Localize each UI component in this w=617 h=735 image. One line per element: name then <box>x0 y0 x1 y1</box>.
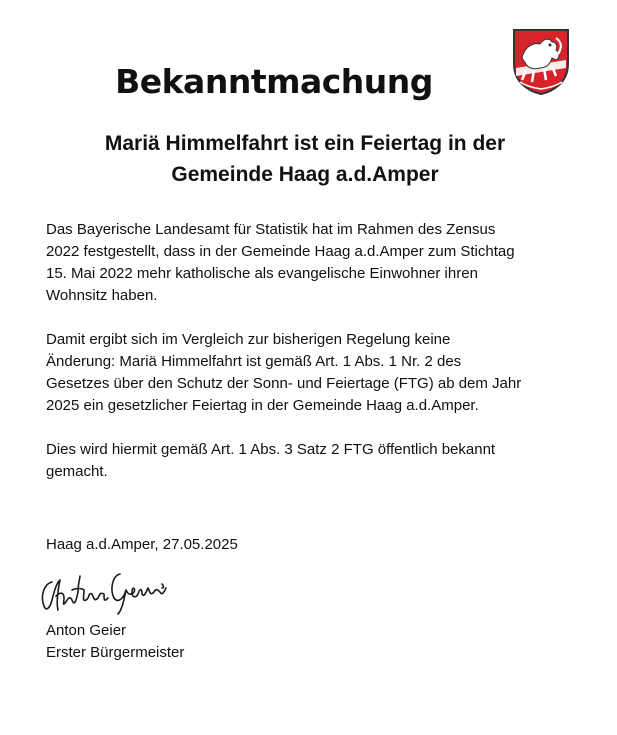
signer-name: Anton Geier <box>46 622 127 639</box>
signer-block <box>46 620 184 664</box>
subtitle-line-1: Mariä Himmelfahrt ist ein Feiertag in der <box>104 132 506 155</box>
page-title: Bekanntmachung <box>115 62 433 101</box>
text-line: Gesetzes über den Schutz der Sonn- und Feiertage (FTG) ab dem Jahr <box>46 375 522 392</box>
text-line: Damit ergibt sich im Vergleich zur bisherigen Regelung keine <box>46 331 451 348</box>
announcement-body <box>46 219 586 505</box>
paragraph-census <box>46 219 586 307</box>
paragraph-holiday <box>46 329 586 417</box>
text-line: Das Bayerische Landesamt für Statistik hat im Rahmen des Zensus <box>46 221 496 238</box>
text-line: 15. Mai 2022 mehr katholische als evangelische Einwohner ihren <box>46 265 478 282</box>
text-line: 2025 ein gesetzlicher Feiertag in der Gemeinde Haag a.d.Amper. <box>46 397 479 414</box>
text-line: Dies wird hiermit gemäß Art. 1 Abs. 3 Satz 2 FTG öffentlich bekannt <box>46 441 496 458</box>
place-date: Haag a.d.Amper, 27.05.2025 <box>46 536 238 553</box>
signer-title: Erster Bürgermeister <box>46 644 185 661</box>
text-line: Änderung: Mariä Himmelfahrt ist gemäß Art. 1 Abs. 1 Nr. 2 des <box>46 353 462 370</box>
subtitle-line-2: Gemeinde Haag a.d.Amper <box>171 163 439 186</box>
text-line: 2022 festgestellt, dass in der Gemeinde Haag a.d.Amper zum Stichtag <box>46 243 515 260</box>
text-line: gemacht. <box>46 463 108 480</box>
text-line: Wohnsitz haben. <box>46 287 158 304</box>
coat-of-arms-icon <box>512 28 570 96</box>
signature <box>38 562 168 616</box>
subtitle <box>0 128 610 190</box>
paragraph-publication <box>46 439 586 483</box>
